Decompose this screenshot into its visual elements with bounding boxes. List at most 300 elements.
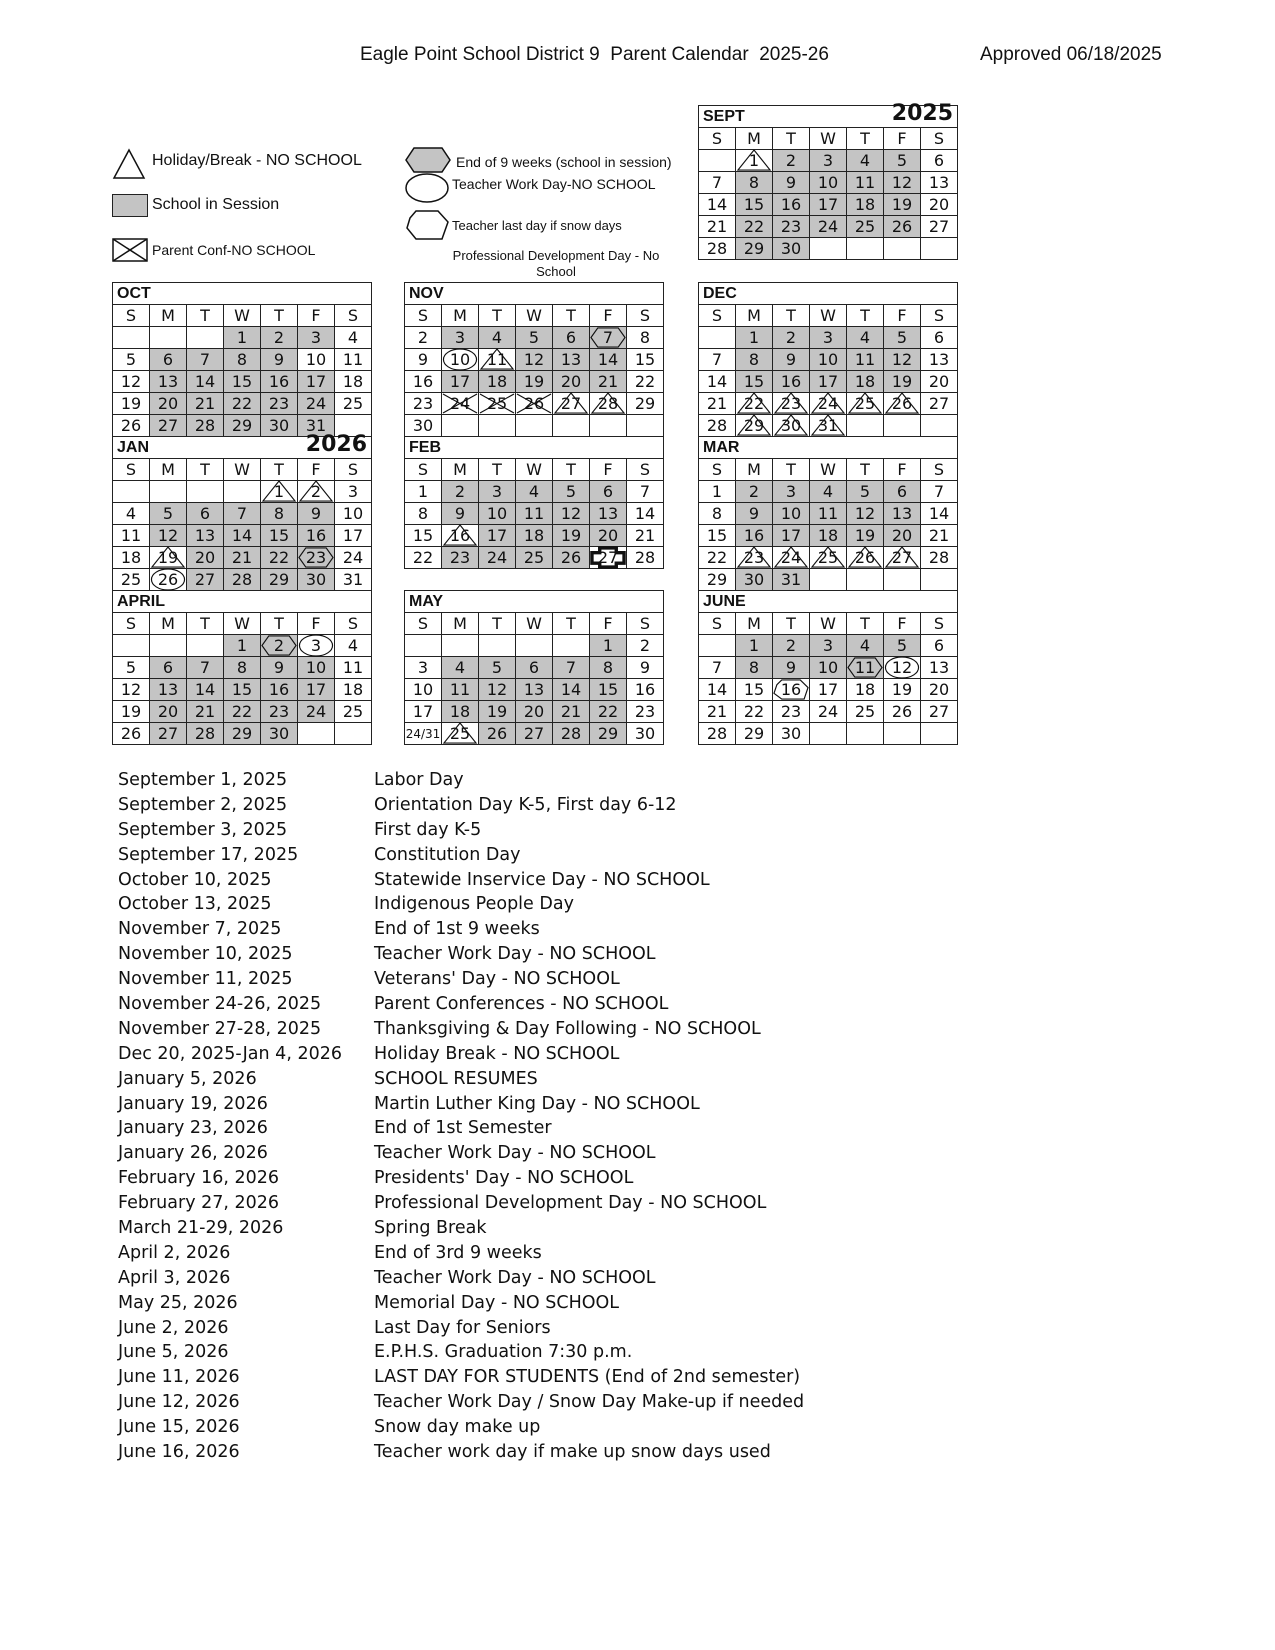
weekday-header: T — [773, 305, 810, 327]
day-cell — [699, 723, 736, 745]
day-number: 15 — [412, 525, 434, 545]
day-number: 27 — [157, 723, 179, 743]
day-number: 20 — [597, 525, 619, 545]
month-mar — [698, 436, 958, 591]
weekday-header: M — [150, 305, 187, 327]
day-cell — [405, 547, 442, 569]
day-cell — [773, 657, 810, 679]
weekday-header: F — [298, 305, 335, 327]
month-nov — [404, 282, 664, 437]
day-number: 7 — [565, 657, 577, 677]
day-cell — [847, 569, 884, 591]
day-number: 18 — [854, 371, 876, 391]
day-cell — [405, 657, 442, 679]
day-number: 25 — [854, 216, 876, 236]
day-number: 20 — [157, 701, 179, 721]
month-title — [699, 283, 958, 305]
event-description: Last Day for Seniors — [374, 1317, 551, 1338]
day-cell — [405, 371, 442, 393]
day-cell — [921, 349, 958, 371]
day-cell — [150, 393, 187, 415]
day-cell — [773, 569, 810, 591]
event-date: September 17, 2025 — [118, 844, 299, 865]
weekday-header: S — [627, 459, 664, 481]
day-cell — [699, 150, 736, 172]
day-cell — [298, 525, 335, 547]
day-cell — [736, 194, 773, 216]
day-number: 22 — [231, 393, 253, 413]
day-number: 30 — [780, 723, 802, 743]
day-cell — [847, 701, 884, 723]
day-number: 21 — [231, 547, 253, 567]
day-cell — [921, 723, 958, 745]
day-number: 3 — [822, 635, 834, 655]
day-cell — [224, 393, 261, 415]
day-number: 22 — [412, 547, 434, 567]
day-cell — [736, 503, 773, 525]
day-cell — [224, 371, 261, 393]
day-cell — [261, 701, 298, 723]
day-number: 28 — [706, 238, 728, 258]
day-number: 27 — [597, 547, 619, 567]
day-number: 25 — [854, 393, 876, 413]
day-cell — [884, 349, 921, 371]
event-description: Martin Luther King Day - NO SCHOOL — [374, 1093, 700, 1114]
day-cell — [921, 701, 958, 723]
day-cell — [553, 349, 590, 371]
day-cell — [113, 393, 150, 415]
day-number: 7 — [236, 503, 248, 523]
day-number: 29 — [743, 238, 765, 258]
day-number: 31 — [780, 569, 802, 589]
day-cell — [479, 415, 516, 437]
day-cell — [590, 503, 627, 525]
day-number: 18 — [120, 547, 142, 567]
month-april — [112, 590, 372, 745]
day-number: 8 — [236, 657, 248, 677]
day-cell — [113, 415, 150, 437]
day-cell — [590, 723, 627, 745]
day-cell — [921, 547, 958, 569]
day-number: 4 — [347, 327, 359, 347]
day-number: 4 — [125, 503, 137, 523]
day-number: 14 — [928, 503, 950, 523]
day-number: 1 — [236, 327, 248, 347]
weekday-header: W — [516, 305, 553, 327]
day-number: 19 — [120, 701, 142, 721]
day-cell — [773, 393, 810, 415]
day-number: 21 — [706, 701, 728, 721]
day-number: 20 — [928, 679, 950, 699]
day-cell — [773, 194, 810, 216]
day-number: 4 — [859, 635, 871, 655]
weekday-header: S — [699, 128, 736, 150]
day-number: 17 — [817, 679, 839, 699]
day-cell — [627, 503, 664, 525]
day-number: 28 — [597, 393, 619, 413]
day-number: 18 — [817, 525, 839, 545]
event-date: November 10, 2025 — [118, 944, 293, 965]
month-name: DEC — [703, 284, 737, 302]
day-cell — [627, 547, 664, 569]
day-cell — [590, 415, 627, 437]
day-cell — [553, 393, 590, 415]
day-number: 29 — [743, 723, 765, 743]
day-number: 8 — [236, 349, 248, 369]
day-cell — [553, 525, 590, 547]
day-cell — [773, 216, 810, 238]
weekday-header: T — [553, 459, 590, 481]
day-number: 10 — [305, 349, 327, 369]
day-cell — [113, 635, 150, 657]
day-number: 1 — [748, 150, 760, 170]
day-number: 24 — [449, 393, 471, 413]
day-number: 1 — [236, 635, 248, 655]
day-cell — [810, 415, 847, 437]
day-number: 24 — [305, 393, 327, 413]
day-cell — [479, 547, 516, 569]
day-cell — [298, 481, 335, 503]
day-cell — [298, 327, 335, 349]
day-cell — [335, 503, 372, 525]
weekday-header: S — [405, 613, 442, 635]
weekday-header: T — [553, 613, 590, 635]
day-number: 12 — [560, 503, 582, 523]
day-cell — [405, 723, 442, 745]
month-title — [699, 101, 958, 128]
day-cell — [699, 349, 736, 371]
day-cell — [261, 393, 298, 415]
day-cell — [113, 503, 150, 525]
day-number: 11 — [854, 657, 876, 677]
day-cell — [699, 635, 736, 657]
day-cell — [442, 701, 479, 723]
day-number: 31 — [342, 569, 364, 589]
day-cell — [335, 569, 372, 591]
day-cell — [479, 635, 516, 657]
day-cell — [113, 701, 150, 723]
day-number: 3 — [822, 150, 834, 170]
day-number: 30 — [780, 415, 802, 435]
weekday-header: F — [298, 613, 335, 635]
day-number: 23 — [449, 547, 471, 567]
day-number: 4 — [822, 481, 834, 501]
weekday-header: M — [736, 459, 773, 481]
day-number: 28 — [928, 547, 950, 567]
event-date: October 13, 2025 — [118, 894, 272, 915]
weekday-header: S — [113, 613, 150, 635]
day-cell — [773, 525, 810, 547]
day-cell — [516, 327, 553, 349]
day-cell — [442, 415, 479, 437]
day-number: 26 — [891, 701, 913, 721]
day-number: 25 — [854, 701, 876, 721]
day-cell — [553, 701, 590, 723]
day-cell — [113, 525, 150, 547]
event-description: Holiday Break - NO SCHOOL — [374, 1043, 620, 1064]
day-cell — [627, 349, 664, 371]
day-number: 28 — [706, 723, 728, 743]
day-number: 1 — [748, 327, 760, 347]
day-number: 28 — [194, 415, 216, 435]
day-cell — [810, 635, 847, 657]
day-cell — [590, 547, 627, 569]
month-name: MAR — [703, 438, 740, 456]
day-number: 22 — [706, 547, 728, 567]
day-number: 13 — [560, 349, 582, 369]
day-cell — [187, 393, 224, 415]
day-cell — [150, 701, 187, 723]
day-cell — [224, 701, 261, 723]
day-cell — [699, 371, 736, 393]
day-cell — [442, 723, 479, 745]
day-cell — [884, 172, 921, 194]
weekday-header: S — [921, 613, 958, 635]
month-name: FEB — [409, 438, 441, 456]
day-cell — [224, 327, 261, 349]
weekday-header: S — [405, 305, 442, 327]
legend-prof-dev: Professional Development Day - No School — [452, 248, 660, 279]
day-cell — [187, 371, 224, 393]
day-cell — [113, 657, 150, 679]
day-cell — [590, 349, 627, 371]
weekday-header: T — [847, 305, 884, 327]
weekday-header: T — [479, 305, 516, 327]
day-number: 22 — [743, 701, 765, 721]
day-number: 11 — [854, 172, 876, 192]
day-cell — [627, 657, 664, 679]
day-cell — [298, 503, 335, 525]
day-cell — [150, 503, 187, 525]
day-cell — [261, 371, 298, 393]
day-number: 19 — [891, 679, 913, 699]
event-date: May 25, 2026 — [118, 1292, 238, 1313]
day-cell — [335, 679, 372, 701]
weekday-header: F — [884, 459, 921, 481]
day-cell — [590, 481, 627, 503]
day-cell — [736, 327, 773, 349]
day-cell — [187, 701, 224, 723]
day-cell — [590, 525, 627, 547]
day-number: 6 — [528, 657, 540, 677]
day-number: 7 — [602, 327, 614, 347]
event-date: January 26, 2026 — [118, 1143, 268, 1164]
day-cell — [884, 415, 921, 437]
day-number: 13 — [891, 503, 913, 523]
day-cell — [810, 172, 847, 194]
hexagon-icon — [404, 146, 452, 174]
day-cell — [921, 657, 958, 679]
day-number: 14 — [560, 679, 582, 699]
day-cell — [736, 349, 773, 371]
event-date: June 5, 2026 — [118, 1342, 229, 1363]
day-cell — [261, 327, 298, 349]
day-number: 26 — [157, 569, 179, 589]
weekday-header: S — [405, 459, 442, 481]
day-number: 3 — [310, 327, 322, 347]
day-number: 9 — [417, 349, 429, 369]
weekday-header: S — [335, 613, 372, 635]
day-cell — [261, 481, 298, 503]
weekday-header: W — [224, 459, 261, 481]
day-cell — [736, 679, 773, 701]
day-number: 16 — [305, 525, 327, 545]
day-number: 20 — [157, 393, 179, 413]
day-cell — [736, 701, 773, 723]
day-number: 12 — [120, 371, 142, 391]
event-description: First day K-5 — [374, 819, 482, 840]
day-number: 15 — [268, 525, 290, 545]
day-number: 11 — [120, 525, 142, 545]
day-cell — [627, 327, 664, 349]
day-cell — [884, 481, 921, 503]
month-feb — [404, 436, 664, 569]
day-cell — [224, 525, 261, 547]
day-number: 12 — [891, 172, 913, 192]
day-number: 2 — [310, 481, 322, 501]
day-number: 29 — [634, 393, 656, 413]
day-number: 23 — [780, 701, 802, 721]
day-cell — [187, 349, 224, 371]
month-title — [113, 432, 372, 459]
day-cell — [150, 679, 187, 701]
event-date: January 5, 2026 — [118, 1068, 257, 1089]
day-cell — [187, 503, 224, 525]
month-title — [699, 591, 958, 613]
day-cell — [553, 327, 590, 349]
day-cell — [335, 657, 372, 679]
weekday-header: F — [590, 459, 627, 481]
day-number: 13 — [597, 503, 619, 523]
weekday-header: T — [773, 613, 810, 635]
event-date: June 2, 2026 — [118, 1317, 229, 1338]
day-number: 5 — [896, 150, 908, 170]
day-cell — [516, 503, 553, 525]
day-number: 4 — [859, 150, 871, 170]
day-cell — [261, 547, 298, 569]
event-description: Orientation Day K-5, First day 6-12 — [374, 794, 677, 815]
day-number: 26 — [523, 393, 545, 413]
day-cell — [921, 327, 958, 349]
day-number: 15 — [743, 371, 765, 391]
day-number: 24 — [817, 216, 839, 236]
day-number: 9 — [273, 657, 285, 677]
day-cell — [553, 679, 590, 701]
day-number: 8 — [748, 172, 760, 192]
day-number: 11 — [449, 679, 471, 699]
month-title — [405, 283, 664, 305]
day-cell — [884, 194, 921, 216]
event-date: November 24-26, 2025 — [118, 994, 322, 1015]
day-cell — [113, 547, 150, 569]
day-cell — [699, 525, 736, 547]
day-cell — [187, 481, 224, 503]
day-number: 18 — [342, 679, 364, 699]
day-number: 5 — [896, 635, 908, 655]
day-number: 7 — [711, 657, 723, 677]
day-number: 6 — [162, 349, 174, 369]
day-number: 17 — [412, 701, 434, 721]
event-description: Spring Break — [374, 1218, 487, 1239]
legend-session: School in Session — [152, 196, 280, 213]
month-jan — [112, 432, 372, 591]
day-cell — [516, 701, 553, 723]
day-number: 5 — [565, 481, 577, 501]
day-cell — [553, 503, 590, 525]
month-title — [113, 591, 372, 613]
day-cell — [442, 657, 479, 679]
day-number: 24 — [817, 701, 839, 721]
day-number: 8 — [602, 657, 614, 677]
day-number: 2 — [785, 327, 797, 347]
day-number: 11 — [342, 349, 364, 369]
day-number: 2 — [417, 327, 429, 347]
day-number: 25 — [120, 569, 142, 589]
day-number: 17 — [817, 371, 839, 391]
day-number: 10 — [817, 349, 839, 369]
day-cell — [113, 327, 150, 349]
day-number: 20 — [891, 525, 913, 545]
day-cell — [884, 238, 921, 260]
event-date: March 21-29, 2026 — [118, 1218, 284, 1239]
day-cell — [224, 503, 261, 525]
day-cell — [553, 657, 590, 679]
day-cell — [773, 701, 810, 723]
day-number: 1 — [748, 635, 760, 655]
day-cell — [847, 327, 884, 349]
day-cell — [113, 349, 150, 371]
day-cell — [442, 503, 479, 525]
weekday-header: T — [479, 613, 516, 635]
event-description: E.P.H.S. Graduation 7:30 p.m. — [374, 1342, 633, 1363]
event-description: Thanksgiving & Day Following - NO SCHOOL — [374, 1018, 761, 1039]
day-number: 14 — [634, 503, 656, 523]
weekday-header: M — [442, 305, 479, 327]
month-title — [405, 437, 664, 459]
day-number: 29 — [231, 723, 253, 743]
oval-icon — [404, 172, 450, 204]
day-number: 13 — [157, 679, 179, 699]
snow-polygon-icon — [404, 208, 450, 242]
day-cell — [847, 371, 884, 393]
day-number: 21 — [194, 701, 216, 721]
day-number: 28 — [231, 569, 253, 589]
day-number: 9 — [639, 657, 651, 677]
month-name: MAY — [409, 592, 444, 610]
day-cell — [847, 503, 884, 525]
day-cell — [773, 481, 810, 503]
day-number: 13 — [523, 679, 545, 699]
day-number: 31 — [817, 415, 839, 435]
day-cell — [590, 393, 627, 415]
day-cell — [627, 525, 664, 547]
weekday-header: W — [224, 305, 261, 327]
day-cell — [627, 701, 664, 723]
day-cell — [298, 701, 335, 723]
day-cell — [773, 150, 810, 172]
day-cell — [150, 349, 187, 371]
day-number: 8 — [748, 349, 760, 369]
day-number: 7 — [933, 481, 945, 501]
day-cell — [699, 547, 736, 569]
day-cell — [150, 723, 187, 745]
day-number: 12 — [120, 679, 142, 699]
event-description: Parent Conferences - NO SCHOOL — [374, 994, 669, 1015]
event-date: September 1, 2025 — [118, 770, 288, 790]
day-number: 31 — [305, 415, 327, 435]
day-cell — [773, 238, 810, 260]
day-cell — [261, 525, 298, 547]
